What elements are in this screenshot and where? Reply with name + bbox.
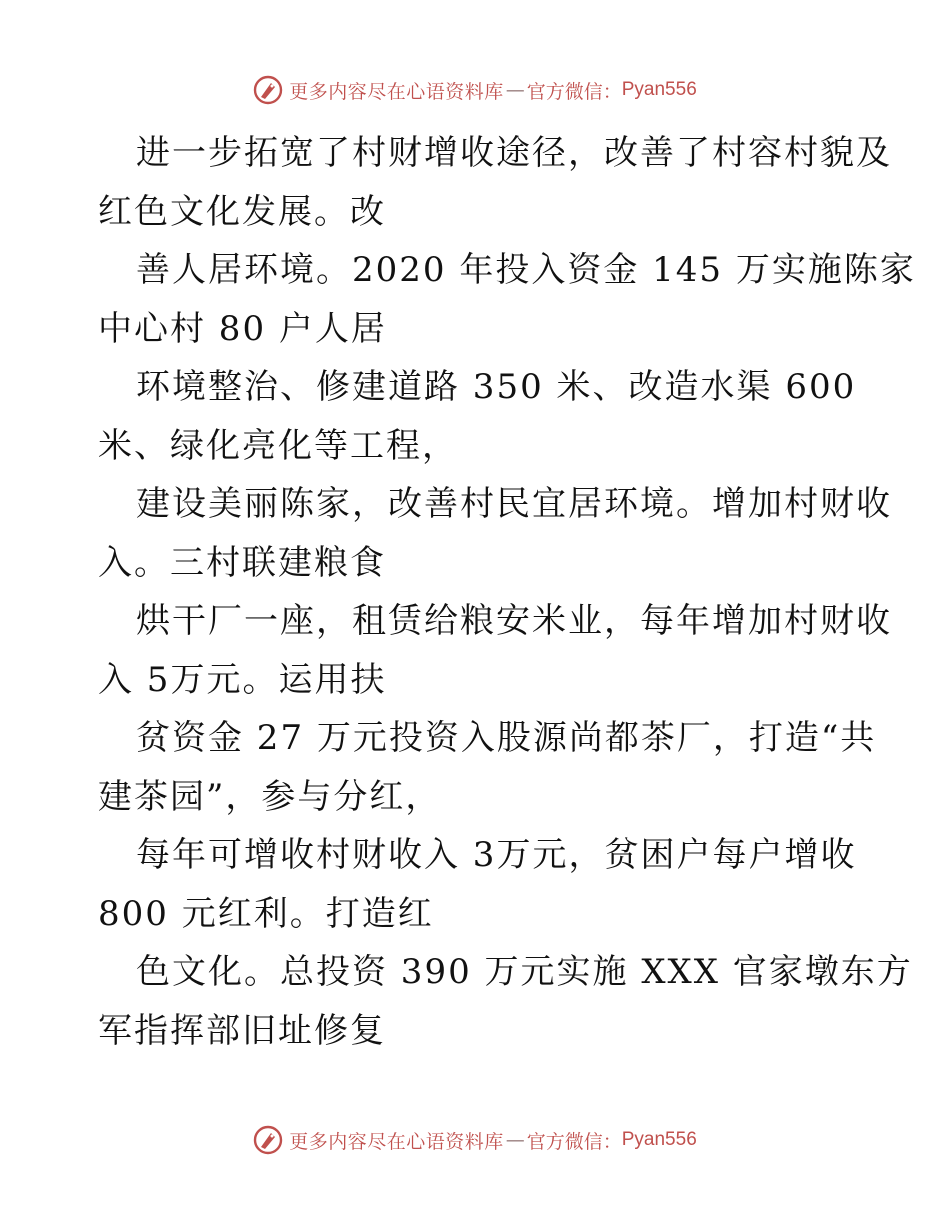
footer-wechat-label: 官方微信： — [526, 1130, 622, 1153]
body-line: 进一步拓宽了村财增收途径，改善了村容村貌及 — [136, 133, 892, 173]
body-line: 每年可增收村财收入 3万元，贫困户每户增收 — [136, 835, 857, 875]
footer-brand-text: 更多内容尽在心语资料库 — [289, 1130, 504, 1153]
body-line: 贫资金 27 万元投资入股源尚都茶厂，打造“共 — [136, 718, 877, 758]
body-line: 800 元红利。打造红 — [98, 893, 434, 934]
header-dash: — — [505, 79, 525, 101]
pen-nib-logo-icon — [253, 75, 283, 105]
body-line: 中心村 80 户人居 — [98, 308, 387, 349]
header-brand-text: 更多内容尽在心语资料库 — [289, 80, 504, 103]
document-body — [98, 124, 916, 1060]
body-line: 烘干厂一座，租赁给粮安米业，每年增加村财收 — [136, 601, 892, 641]
header-wechat-label: 官方微信： — [526, 80, 622, 103]
body-line: 建设美丽陈家，改善村民宜居环境。增加村财收 — [136, 484, 892, 524]
body-line: 入 5万元。运用扶 — [98, 659, 387, 700]
body-line: 环境整治、修建道路 350 米、改造水渠 600 — [136, 367, 857, 407]
footer-wechat-id: Pyan556 — [621, 1129, 697, 1150]
body-line: 军指挥部旧址修复 — [98, 1010, 386, 1051]
body-line: 色文化。总投资 390 万元实施 XXX 官家墩东方 — [136, 952, 913, 992]
body-line: 米、绿化亮化等工程， — [98, 425, 458, 466]
body-line: 善人居环境。2020 年投入资金 145 万实施陈家 — [136, 250, 916, 290]
body-line: 红色文化发展。改 — [98, 191, 386, 232]
body-line: 入。三村联建粮食 — [98, 542, 386, 583]
footer-dash: — — [505, 1129, 525, 1151]
header-banner — [0, 70, 950, 110]
pen-nib-logo-icon — [253, 1125, 283, 1155]
footer-banner — [0, 1120, 950, 1160]
body-line: 建茶园”，参与分红， — [98, 776, 442, 817]
header-wechat-id: Pyan556 — [621, 79, 697, 100]
